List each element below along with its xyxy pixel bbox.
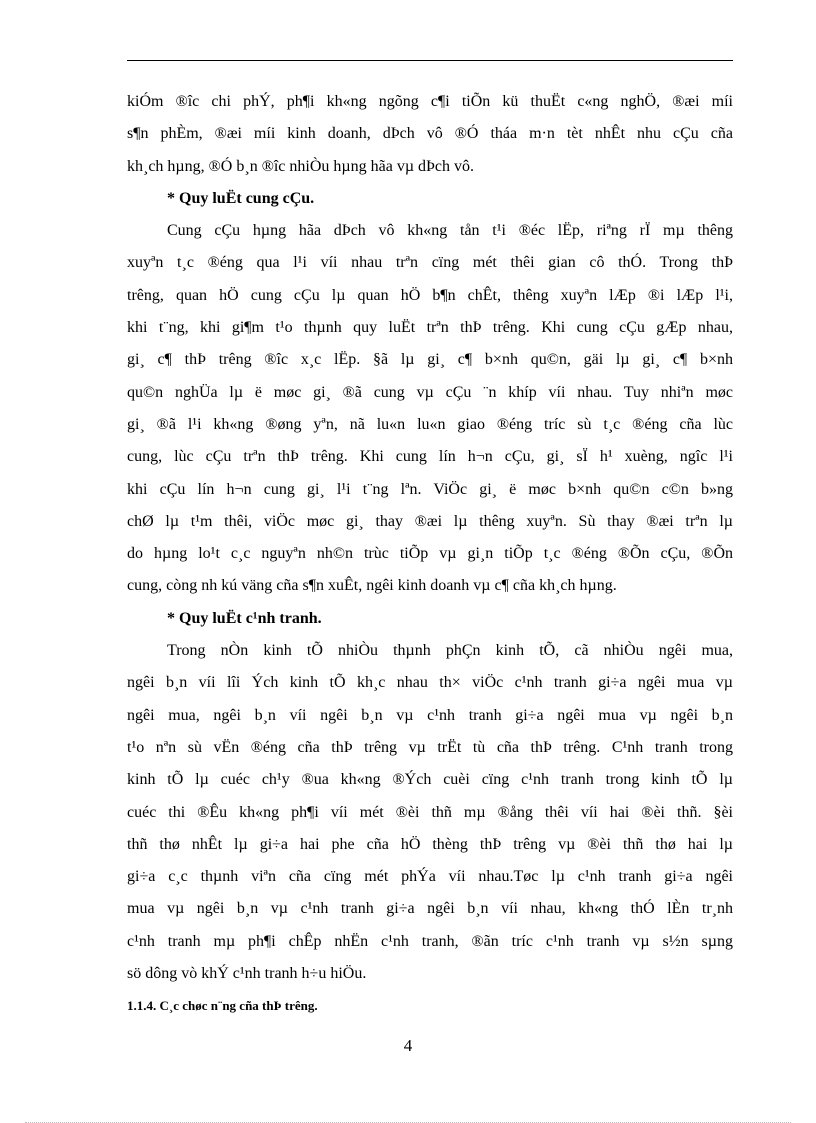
paragraph-line: sö dông vò khÝ c¹nh tranh h÷u hiÖu. xyxy=(127,965,367,983)
paragraph-line: khi t¨ng, khi gi¶m t¹o thµnh quy luËt trªn thÞ trêng. Khi cung cÇu gÆp nhau, xyxy=(127,319,733,337)
paragraph-line: gi¸ ®ã l¹i kh«ng ®øng yªn, nã lu«n lu«n giao ®éng tríc sù t¸c ®éng cña lùc xyxy=(127,415,733,433)
paragraph-line: cung, lùc cÇu trªn thÞ trêng. Khi cung lín h¬n cÇu, gi¸ sÏ h¹ xuèng, ngîc l¹i xyxy=(127,448,733,466)
paragraph-line: trêng, quan hÖ cung cÇu lµ quan hÖ b¶n chÊt, thêng xuyªn lÆp ®i lÆp l¹i, xyxy=(127,286,733,304)
paragraph-line: mua vµ ngêi b¸n vµ c¹nh tranh gi÷a ngêi b¸n víi nhau, kh«ng thÓ lÈn tr¸nh xyxy=(127,900,733,918)
paragraph-line: kinh tÕ lµ cuéc ch¹y ®ua kh«ng ®Ých cuèi cïng c¹nh tranh trong kinh tÕ lµ xyxy=(127,771,733,789)
paragraph-line: cuéc thi ®Êu kh«ng ph¶i víi mét ®èi thñ mµ ®ång thêi víi hai ®èi thñ. §èi xyxy=(127,803,733,821)
subsection-heading: 1.1.4. C¸c chøc n¨ng cña thÞ trêng. xyxy=(127,998,318,1013)
paragraph-line: chØ lµ t¹m thêi, viÖc møc gi¸ thay ®æi lµ thêng xuyªn. Sù thay ®æi trªn lµ xyxy=(127,512,733,530)
paragraph-line: gi÷a c¸c thµnh viªn cña cïng mét phÝa víi nhau.Tøc lµ c¹nh tranh gi÷a ngêi xyxy=(127,868,733,886)
header-rule xyxy=(127,60,733,61)
paragraph-line: Trong nÒn kinh tÕ nhiÒu thµnh phÇn kinh tÕ, cã nhiÒu ngêi mua, xyxy=(167,642,733,660)
paragraph-line: do hµng lo¹t c¸c nguyªn nh©n trùc tiÕp vµ gi¸n tiÕp t¸c ®éng ®Õn cÇu, ®Õn xyxy=(127,545,733,563)
paragraph-line: thñ thø nhÊt lµ gi÷a hai phe cña hÖ thèng thÞ trêng vµ ®èi thñ thø hai lµ xyxy=(127,835,733,853)
paragraph-line: khi cÇu lín h¬n cung gi¸ l¹i t¨ng lªn. ViÖc gi¸ ë møc b×nh qu©n c©n b»ng xyxy=(127,480,733,498)
paragraph-line: cung, còng nh kú väng cña s¶n xuÊt, ngêi kinh doanh vµ c¶ cña kh¸ch hµng. xyxy=(127,577,617,595)
paragraph-line: ngêi mua, ngêi b¸n víi ngêi b¸n vµ c¹nh tranh gi÷a ngêi mua vµ ngêi b¸n xyxy=(127,706,733,724)
paragraph-line: c¹nh tranh mµ ph¶i chÊp nhËn c¹nh tranh, ®ãn tríc c¹nh tranh vµ s½n sµng xyxy=(127,932,733,950)
section-heading-supply-demand: * Quy luËt cung cÇu. xyxy=(167,189,315,207)
paragraph-line: kh¸ch hµng, ®Ó b¸n ®îc nhiÒu hµng hãa vµ dÞch vô. xyxy=(127,157,475,175)
paragraph-line: gi¸ c¶ thÞ trêng ®îc x¸c lËp. §ã lµ gi¸ c¶ b×nh qu©n, gäi lµ gi¸ c¶ b×nh xyxy=(127,351,733,369)
paragraph-line: t¹o nªn sù vËn ®éng cña thÞ trêng vµ trËt tù cña thÞ trêng. C¹nh tranh trong xyxy=(127,738,733,756)
paragraph-line: Cung cÇu hµng hãa dÞch vô kh«ng tån t¹i ®éc lËp, riªng rÏ mµ thêng xyxy=(167,222,733,240)
paragraph-line: xuyªn t¸c ®éng qua l¹i víi nhau trªn cïng mét thêi gian cô thÓ. Trong thÞ xyxy=(127,254,733,272)
body-text xyxy=(127,86,733,990)
paragraph-line: qu©n nghÜa lµ ë møc gi¸ ®ã cung vµ cÇu ¨n khíp víi nhau. Tuy nhiªn møc xyxy=(127,383,733,401)
paragraph-line: ngêi b¸n víi lîi Ých kinh tÕ kh¸c nhau th× viÖc c¹nh tranh gi÷a ngêi mua vµ xyxy=(127,674,733,692)
page-number: 4 xyxy=(403,1036,413,1055)
section-heading-competition: * Quy luËt c¹nh tranh. xyxy=(167,609,322,627)
paragraph-line: s¶n phÈm, ®æi míi kinh doanh, dÞch vô ®Ó tháa m·n tèt nhÊt nhu cÇu cña xyxy=(127,125,733,143)
paragraph-line: kiÓm ®îc chi phÝ, ph¶i kh«ng ngõng c¶i tiÕn kü thuËt c«ng nghÖ, ®æi míi xyxy=(127,93,733,110)
